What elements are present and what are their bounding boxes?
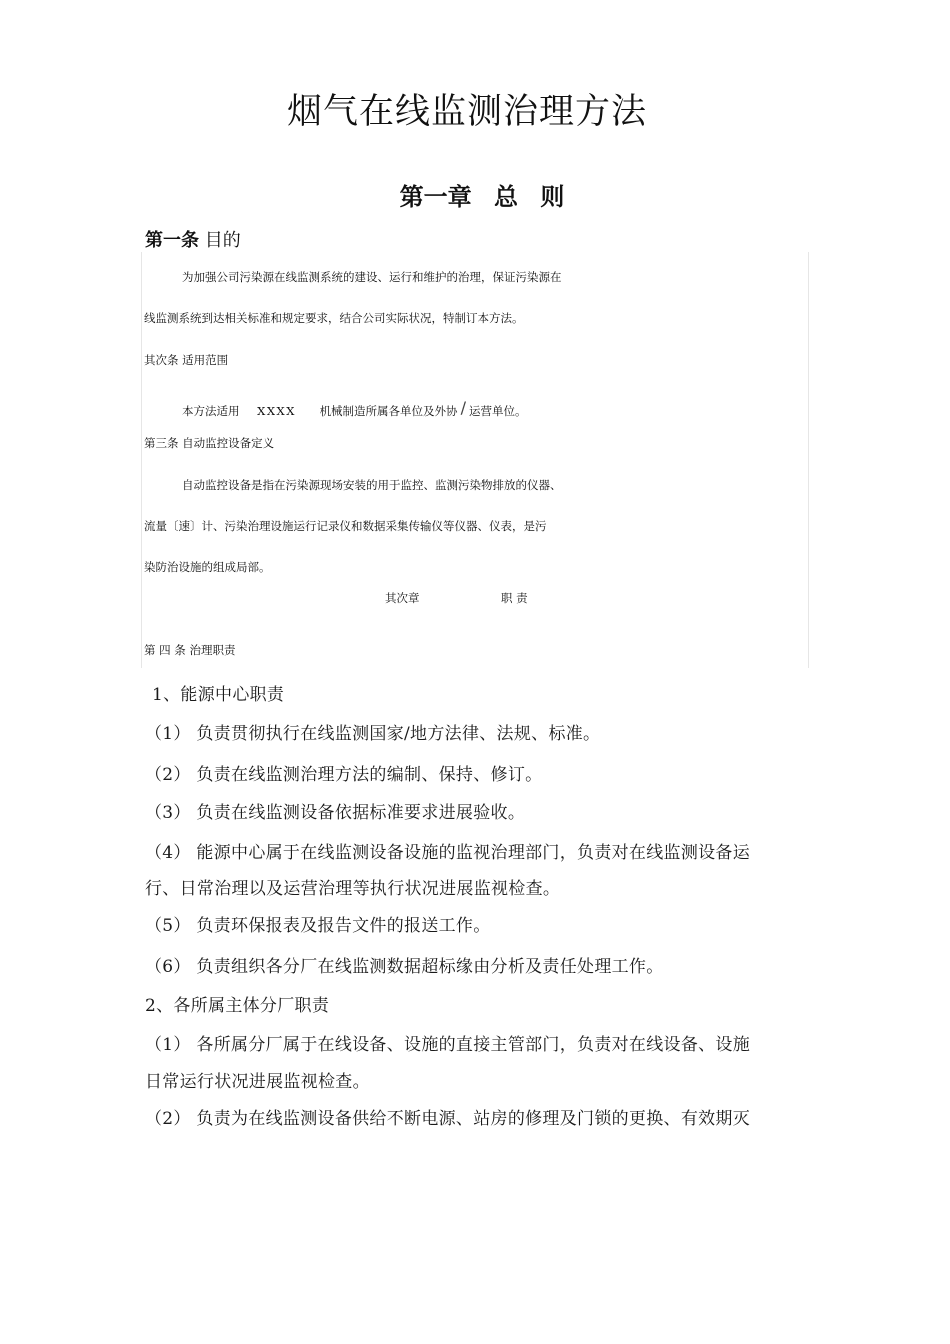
box-line: 为加强公司污染源在线监测系统的建设、运行和维护的治理，保证污染源在 xyxy=(182,270,562,284)
box-line: 自动监控设备是指在污染源现场安装的用于监控、监测污染物排放的仪器、 xyxy=(182,478,562,492)
chapter-heading: 第一章 总 则 xyxy=(399,183,565,211)
scope-placeholder: XXXX xyxy=(257,404,296,418)
document-title: 烟气在线监测治理方法 xyxy=(286,92,647,132)
article-heading: 第三条 自动监控设备定义 xyxy=(144,436,275,450)
article-heading xyxy=(145,226,241,252)
box-line: 染防治设施的组成局部。 xyxy=(144,560,271,574)
box-line: 线监测系统到达相关标准和规定要求，结合公司实际状况，特制订本方法。 xyxy=(144,311,524,325)
scope-slash: / xyxy=(460,398,466,417)
article-heading: 第 四 条 治理职责 xyxy=(144,643,236,657)
paragraph: 行、日常治理以及运营治理等执行状况进展监视检查。 xyxy=(145,879,561,899)
paragraph: 日常运行状况进展监视检查。 xyxy=(145,1072,370,1092)
paragraph: （1） 各所属分厂属于在线设备、设施的直接主管部门，负责对在线设备、设施 xyxy=(145,1035,751,1055)
paragraph: （2） 负责在线监测治理方法的编制、保持、修订。 xyxy=(145,765,543,785)
article-label: 第一条 xyxy=(145,230,199,251)
chapter-heading: 其次章 xyxy=(385,591,420,605)
article-heading: 其次条 适用范围 xyxy=(144,353,229,367)
scope-text: 运营单位。 xyxy=(468,404,527,418)
paragraph: （3） 负责在线监测设备依据标准要求进展验收。 xyxy=(145,803,526,823)
section-heading: 2、各所属主体分厂职责 xyxy=(145,996,330,1016)
section-heading: 1、能源中心职责 xyxy=(152,685,285,705)
scope-line xyxy=(182,400,526,419)
chapter-heading: 职 责 xyxy=(501,591,528,605)
article-name: 目的 xyxy=(204,230,241,251)
paragraph: （1） 负责贯彻执行在线监测国家/地方法律、法规、标准。 xyxy=(145,724,601,744)
paragraph: （4） 能源中心属于在线监测设备设施的监视治理部门，负责对在线监测设备运 xyxy=(145,843,751,863)
paragraph: （2） 负责为在线监测设备供给不断电源、站房的修理及门锁的更换、有效期灭 xyxy=(145,1109,751,1129)
scope-text: 机械制造所属各单位及外协 xyxy=(319,404,458,418)
paragraph: （5） 负责环保报表及报告文件的报送工作。 xyxy=(145,916,491,936)
paragraph: （6） 负责组织各分厂在线监测数据超标缘由分析及责任处理工作。 xyxy=(145,957,664,977)
scope-text: 本方法适用 xyxy=(182,404,240,418)
box-line: 流量〔速〕计、污染治理设施运行记录仪和数据采集传输仪等仪器、仪表，是污 xyxy=(144,519,547,533)
